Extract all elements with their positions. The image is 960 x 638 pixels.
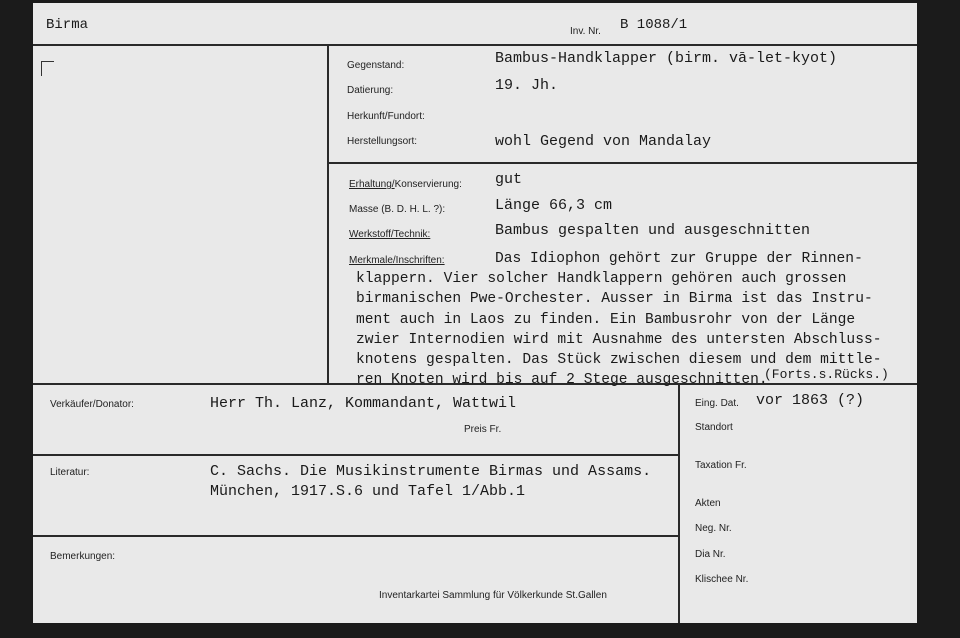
header-divider [33,44,917,46]
merkmale-line: ren Knoten wird bis auf 2 Stege ausgeschnitten. [356,372,768,389]
werkstoff-value: Bambus gespalten und ausgeschnitten [495,222,811,239]
merkmale-line: zwier Internodien wird mit Ausnahme des untersten Abschluss- [356,331,882,348]
masse-label: Masse (B. D. H. L. ?): [349,204,446,215]
merkmale-line: knotens gespalten. Das Stück zwischen diesem und dem mittle- [356,352,882,369]
bemerkungen-label: Bemerkungen: [50,551,116,562]
inv-nr-label: Inv. Nr. [570,26,601,37]
verkaeufer-value: Herr Th. Lanz, Kommandant, Wattwil [210,395,517,412]
eing-dat-label: Eing. Dat. [695,398,739,409]
neg-nr-label: Neg. Nr. [695,523,732,534]
dia-nr-label: Dia Nr. [695,549,726,560]
herstellungsort-value: wohl Gegend von Mandalay [495,133,712,150]
photo-divider [327,44,329,384]
inventory-card [33,3,917,623]
masse-value: Länge 66,3 cm [495,197,613,214]
erhaltung-label: Erhaltung/Konservierung: [349,179,462,190]
verkaeufer-label: Verkäufer/Donator: [50,399,134,410]
region-label: Birma [46,17,89,33]
section-divider-1 [327,162,917,164]
taxation-label: Taxation Fr. [695,460,747,471]
standort-label: Standort [695,422,733,433]
eing-dat-value: vor 1863 (?) [756,392,865,409]
literatur-label: Literatur: [50,467,90,478]
merkmale-label: Merkmale/Inschriften: [349,255,445,266]
section-divider-3 [33,454,680,456]
akten-label: Akten [695,498,721,509]
merkmale-line: ment auch in Laos zu finden. Ein Bambusrohr von der Länge [356,311,856,328]
herkunft-label: Herkunft/Fundort: [347,111,425,122]
datierung-label: Datierung: [347,85,394,96]
gegenstand-label: Gegenstand: [347,60,405,71]
literatur-line-1: C. Sachs. Die Musikinstrumente Birmas und Assams. [210,463,652,480]
section-divider-4 [33,535,680,537]
continued-note: (Forts.s.Rücks.) [764,367,889,382]
inv-number: B 1088/1 [620,17,688,33]
klischee-nr-label: Klischee Nr. [695,574,749,585]
merkmale-line: Das Idiophon gehört zur Gruppe der Rinnen- [495,251,863,267]
werkstoff-label: Werkstoff/Technik: [349,229,431,240]
right-column-divider [678,383,680,623]
preis-label: Preis Fr. [464,424,502,435]
literatur-line-2: München, 1917.S.6 und Tafel 1/Abb.1 [210,483,526,500]
merkmale-line: klappern. Vier solcher Handklappern gehören auch grossen [356,271,847,288]
gegenstand-value: Bambus-Handklapper (birm. vā-let-kyot) [495,50,838,67]
card-footer: Inventarkartei Sammlung für Völkerkunde St.Gallen [379,590,607,601]
herstellungsort-label: Herstellungsort: [347,136,418,147]
photo-corner-mark [41,61,54,76]
merkmale-line: birmanischen Pwe-Orchester. Ausser in Birma ist das Instru- [356,291,873,308]
datierung-value: 19. Jh. [495,77,559,94]
erhaltung-value: gut [495,171,523,188]
